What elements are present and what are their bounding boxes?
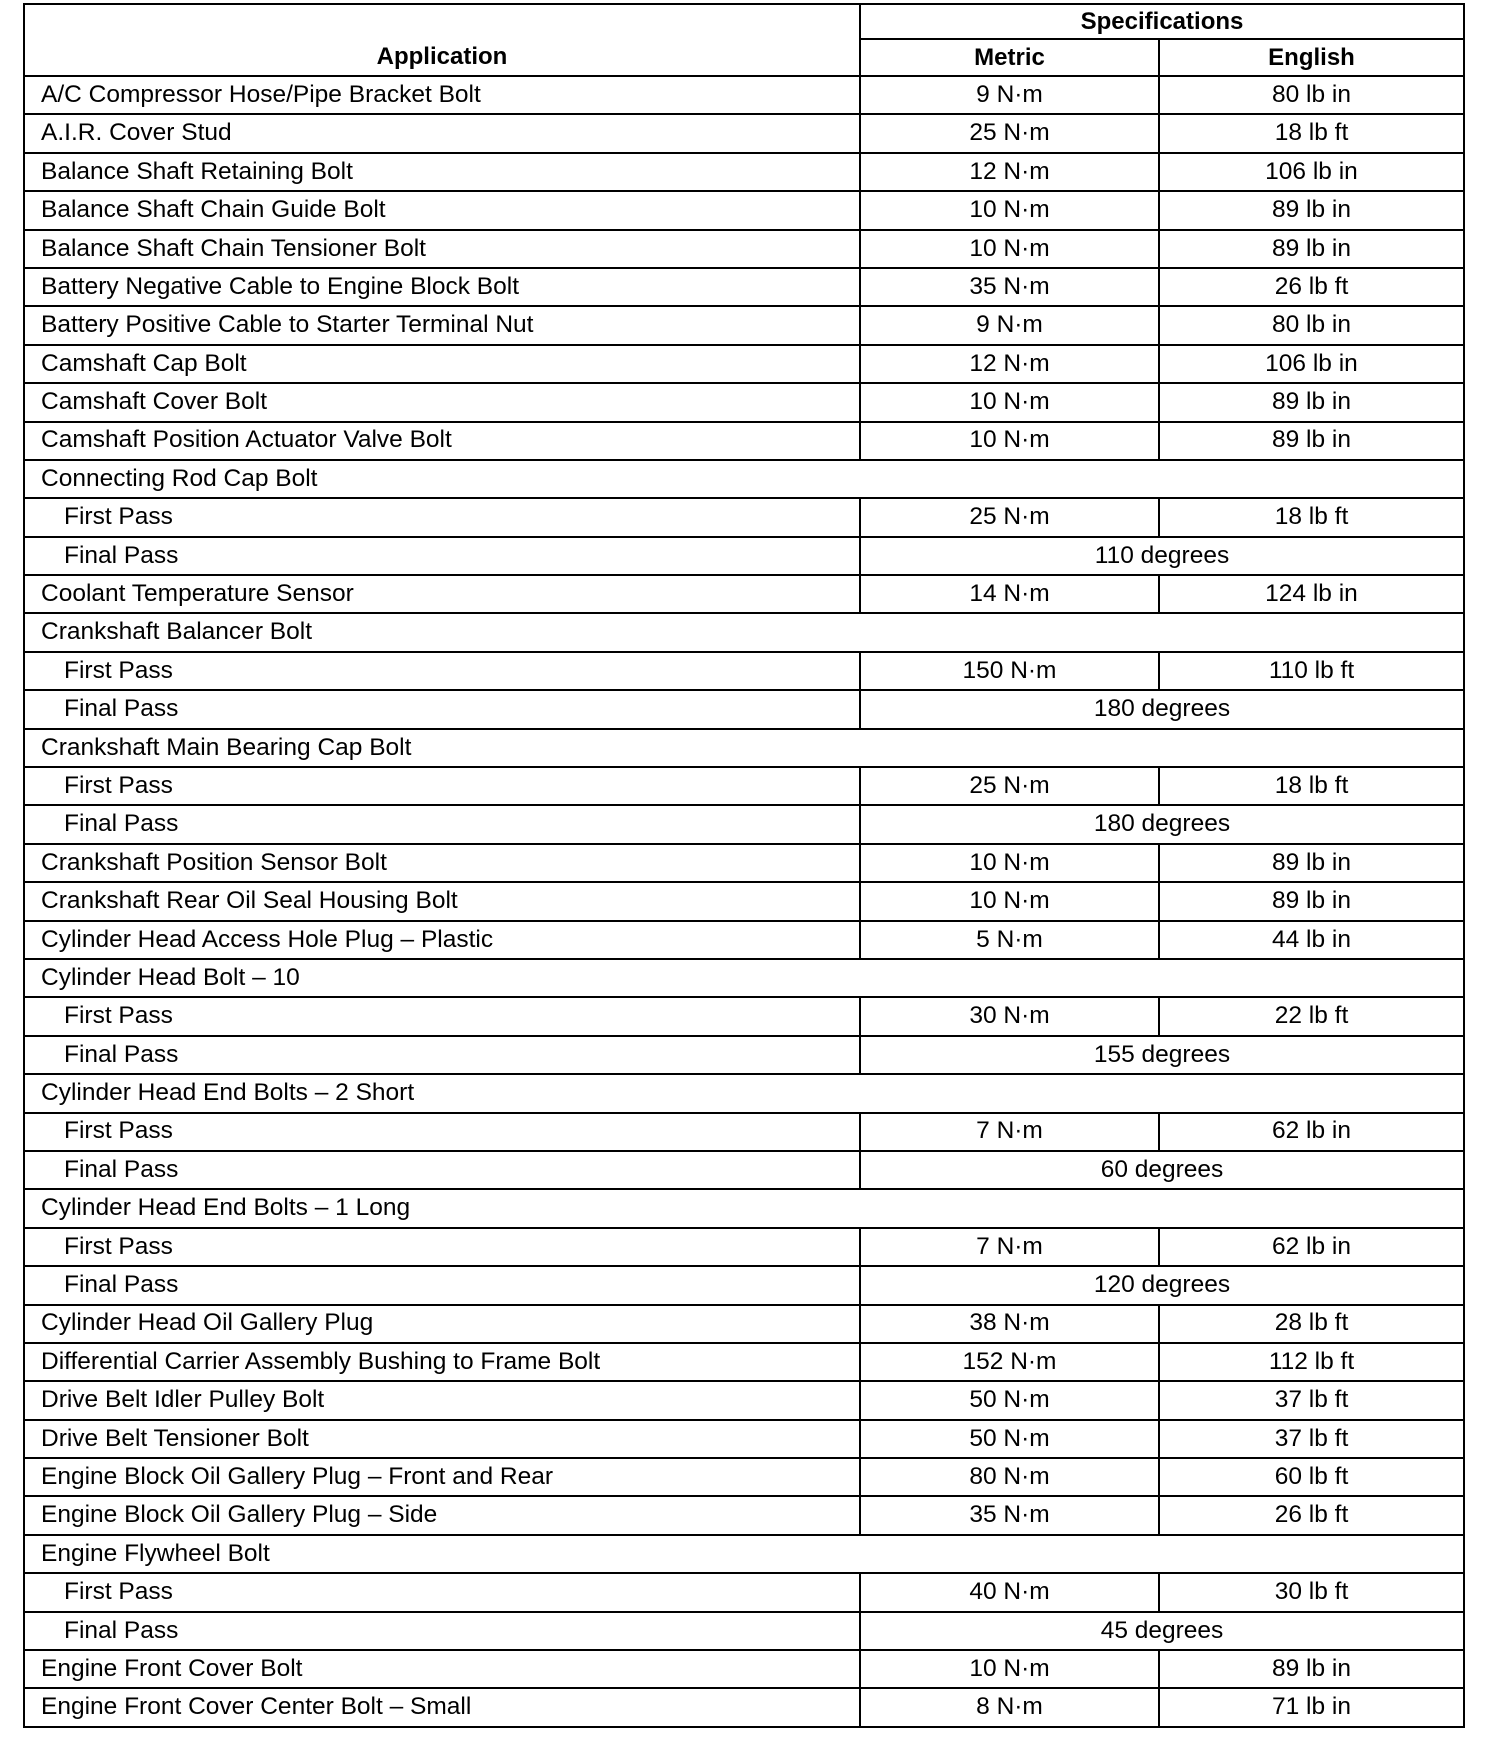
english-cell: 80 lb in [1159, 306, 1464, 344]
table-row [24, 537, 1464, 575]
table-row [24, 767, 1464, 805]
english-cell: 89 lb in [1159, 191, 1464, 229]
metric-cell: 35 N·m [860, 268, 1159, 306]
english-cell: 26 lb ft [1159, 1496, 1464, 1534]
table-row [24, 575, 1464, 613]
metric-cell: 10 N·m [860, 383, 1159, 421]
table-row [24, 805, 1464, 843]
application-group-cell: Cylinder Head End Bolts – 2 Short [24, 1074, 1464, 1112]
application-group-cell: Connecting Rod Cap Bolt [24, 460, 1464, 498]
sub-application-cell: First Pass [24, 498, 860, 536]
sub-application-cell: First Pass [24, 997, 860, 1035]
metric-cell: 35 N·m [860, 1496, 1159, 1534]
sub-application-cell: Final Pass [24, 690, 860, 728]
english-cell: 60 lb ft [1159, 1458, 1464, 1496]
table-row [24, 844, 1464, 882]
metric-cell: 14 N·m [860, 575, 1159, 613]
angle-spec-cell: 180 degrees [860, 690, 1464, 728]
english-cell: 89 lb in [1159, 882, 1464, 920]
application-group-cell: Cylinder Head Bolt – 10 [24, 959, 1464, 997]
sub-application-cell: Final Pass [24, 805, 860, 843]
metric-cell: 12 N·m [860, 153, 1159, 191]
angle-spec-cell: 110 degrees [860, 537, 1464, 575]
metric-cell: 7 N·m [860, 1113, 1159, 1151]
table-row [24, 498, 1464, 536]
table-row [24, 383, 1464, 421]
english-cell: 124 lb in [1159, 575, 1464, 613]
application-cell: Camshaft Cover Bolt [24, 383, 860, 421]
sub-application-cell: First Pass [24, 767, 860, 805]
english-cell: 22 lb ft [1159, 997, 1464, 1035]
metric-cell: 10 N·m [860, 230, 1159, 268]
application-cell: Camshaft Position Actuator Valve Bolt [24, 422, 860, 460]
table-row [24, 1650, 1464, 1688]
table-row [24, 191, 1464, 229]
english-cell: 44 lb in [1159, 921, 1464, 959]
table-row [24, 1420, 1464, 1458]
table-row [24, 114, 1464, 152]
metric-cell: 30 N·m [860, 997, 1159, 1035]
application-cell: Balance Shaft Chain Tensioner Bolt [24, 230, 860, 268]
english-cell: 89 lb in [1159, 230, 1464, 268]
table-row [24, 460, 1464, 498]
metric-cell: 10 N·m [860, 1650, 1159, 1688]
table-row [24, 729, 1464, 767]
metric-cell: 40 N·m [860, 1573, 1159, 1611]
english-cell: 18 lb ft [1159, 767, 1464, 805]
metric-cell: 50 N·m [860, 1381, 1159, 1419]
application-cell: Engine Front Cover Bolt [24, 1650, 860, 1688]
application-cell: Engine Block Oil Gallery Plug – Side [24, 1496, 860, 1534]
table-row [24, 230, 1464, 268]
metric-cell: 7 N·m [860, 1228, 1159, 1266]
metric-cell: 10 N·m [860, 191, 1159, 229]
application-cell: Balance Shaft Retaining Bolt [24, 153, 860, 191]
english-cell: 89 lb in [1159, 383, 1464, 421]
sub-application-cell: First Pass [24, 1113, 860, 1151]
sub-application-cell: First Pass [24, 1228, 860, 1266]
table-header [24, 4, 1464, 76]
application-cell: A.I.R. Cover Stud [24, 114, 860, 152]
metric-cell: 80 N·m [860, 1458, 1159, 1496]
table-row [24, 306, 1464, 344]
table-body [24, 76, 1464, 1727]
application-group-cell: Crankshaft Balancer Bolt [24, 613, 1464, 651]
angle-spec-cell: 155 degrees [860, 1036, 1464, 1074]
english-cell: 62 lb in [1159, 1113, 1464, 1151]
table-row [24, 1343, 1464, 1381]
application-cell: A/C Compressor Hose/Pipe Bracket Bolt [24, 76, 860, 114]
table-row [24, 422, 1464, 460]
angle-spec-cell: 45 degrees [860, 1612, 1464, 1650]
table-row [24, 959, 1464, 997]
table-row [24, 1228, 1464, 1266]
metric-column-header: Metric [860, 39, 1159, 76]
table-row [24, 153, 1464, 191]
english-cell: 18 lb ft [1159, 114, 1464, 152]
metric-cell: 50 N·m [860, 1420, 1159, 1458]
table-row [24, 1074, 1464, 1112]
application-cell: Balance Shaft Chain Guide Bolt [24, 191, 860, 229]
table-row [24, 1496, 1464, 1534]
metric-cell: 25 N·m [860, 767, 1159, 805]
english-cell: 110 lb ft [1159, 652, 1464, 690]
sub-application-cell: Final Pass [24, 1612, 860, 1650]
table-row [24, 1573, 1464, 1611]
table-row [24, 613, 1464, 651]
angle-spec-cell: 180 degrees [860, 805, 1464, 843]
metric-cell: 38 N·m [860, 1305, 1159, 1343]
metric-cell: 9 N·m [860, 76, 1159, 114]
application-group-cell: Crankshaft Main Bearing Cap Bolt [24, 729, 1464, 767]
table-row [24, 1113, 1464, 1151]
application-cell: Engine Front Cover Center Bolt – Small [24, 1688, 860, 1726]
application-column-header: Application [24, 4, 860, 76]
english-cell: 89 lb in [1159, 1650, 1464, 1688]
sub-application-cell: First Pass [24, 652, 860, 690]
english-cell: 30 lb ft [1159, 1573, 1464, 1611]
metric-cell: 9 N·m [860, 306, 1159, 344]
metric-cell: 8 N·m [860, 1688, 1159, 1726]
metric-cell: 150 N·m [860, 652, 1159, 690]
application-cell: Drive Belt Idler Pulley Bolt [24, 1381, 860, 1419]
metric-cell: 12 N·m [860, 345, 1159, 383]
specifications-column-header: Specifications [860, 4, 1464, 39]
table-row [24, 76, 1464, 114]
table-row [24, 1688, 1464, 1726]
metric-cell: 5 N·m [860, 921, 1159, 959]
table-row [24, 1612, 1464, 1650]
sub-application-cell: Final Pass [24, 1036, 860, 1074]
metric-cell: 10 N·m [860, 844, 1159, 882]
metric-cell: 10 N·m [860, 422, 1159, 460]
table-row [24, 1535, 1464, 1573]
application-cell: Engine Block Oil Gallery Plug – Front and Rear [24, 1458, 860, 1496]
metric-cell: 25 N·m [860, 498, 1159, 536]
table-row [24, 1036, 1464, 1074]
english-cell: 89 lb in [1159, 844, 1464, 882]
sub-application-cell: Final Pass [24, 1266, 860, 1304]
english-cell: 106 lb in [1159, 345, 1464, 383]
application-cell: Crankshaft Position Sensor Bolt [24, 844, 860, 882]
application-cell: Battery Positive Cable to Starter Terminal Nut [24, 306, 860, 344]
english-cell: 26 lb ft [1159, 268, 1464, 306]
table-row [24, 882, 1464, 920]
table-row [24, 1305, 1464, 1343]
sub-application-cell: First Pass [24, 1573, 860, 1611]
application-cell: Camshaft Cap Bolt [24, 345, 860, 383]
table-row [24, 345, 1464, 383]
metric-cell: 152 N·m [860, 1343, 1159, 1381]
english-column-header: English [1159, 39, 1464, 76]
english-cell: 106 lb in [1159, 153, 1464, 191]
english-cell: 62 lb in [1159, 1228, 1464, 1266]
metric-cell: 10 N·m [860, 882, 1159, 920]
table-row [24, 1266, 1464, 1304]
header-row-top [24, 4, 1464, 39]
sub-application-cell: Final Pass [24, 1151, 860, 1189]
application-cell: Drive Belt Tensioner Bolt [24, 1420, 860, 1458]
table-row [24, 997, 1464, 1035]
english-cell: 71 lb in [1159, 1688, 1464, 1726]
torque-specifications-table [23, 3, 1465, 1728]
application-group-cell: Engine Flywheel Bolt [24, 1535, 1464, 1573]
english-cell: 112 lb ft [1159, 1343, 1464, 1381]
application-cell: Coolant Temperature Sensor [24, 575, 860, 613]
english-cell: 37 lb ft [1159, 1420, 1464, 1458]
application-cell: Cylinder Head Access Hole Plug – Plastic [24, 921, 860, 959]
english-cell: 18 lb ft [1159, 498, 1464, 536]
table-row [24, 1458, 1464, 1496]
english-cell: 89 lb in [1159, 422, 1464, 460]
angle-spec-cell: 120 degrees [860, 1266, 1464, 1304]
table-row [24, 1189, 1464, 1227]
table-row [24, 652, 1464, 690]
table-row [24, 1151, 1464, 1189]
angle-spec-cell: 60 degrees [860, 1151, 1464, 1189]
application-cell: Cylinder Head Oil Gallery Plug [24, 1305, 860, 1343]
english-cell: 37 lb ft [1159, 1381, 1464, 1419]
sub-application-cell: Final Pass [24, 537, 860, 575]
application-cell: Differential Carrier Assembly Bushing to Frame Bolt [24, 1343, 860, 1381]
application-cell: Battery Negative Cable to Engine Block Bolt [24, 268, 860, 306]
table-row [24, 1381, 1464, 1419]
metric-cell: 25 N·m [860, 114, 1159, 152]
english-cell: 28 lb ft [1159, 1305, 1464, 1343]
english-cell: 80 lb in [1159, 76, 1464, 114]
table-row [24, 268, 1464, 306]
application-cell: Crankshaft Rear Oil Seal Housing Bolt [24, 882, 860, 920]
table-row [24, 921, 1464, 959]
table-row [24, 690, 1464, 728]
application-group-cell: Cylinder Head End Bolts – 1 Long [24, 1189, 1464, 1227]
